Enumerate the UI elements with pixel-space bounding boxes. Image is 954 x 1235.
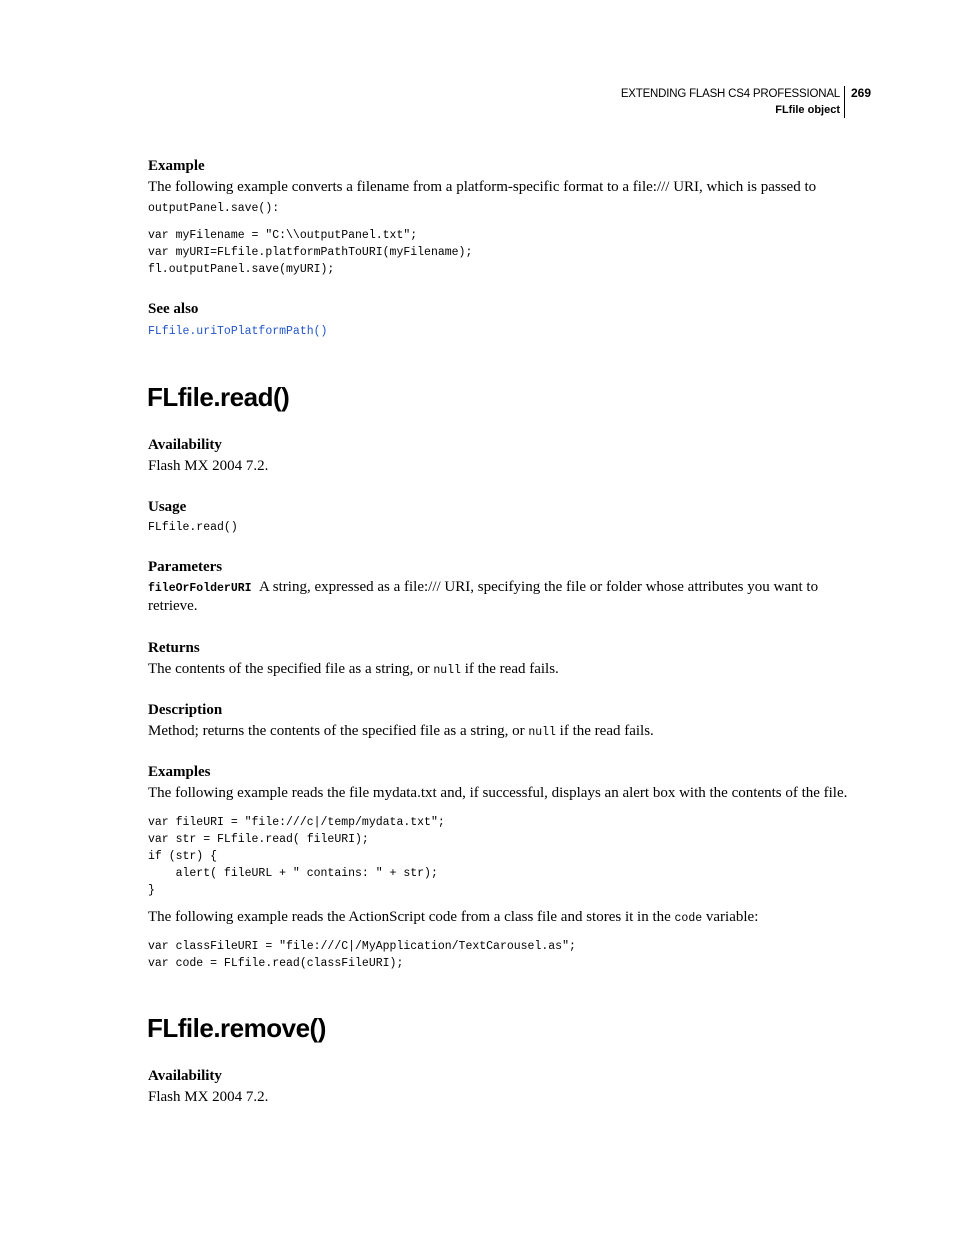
usage-heading: Usage — [148, 499, 187, 515]
description-text-post: if the read fails. — [559, 723, 654, 739]
code-line: } — [148, 884, 155, 897]
code-line: fl.outputPanel.save(myURI); — [148, 263, 335, 276]
example-text-code: outputPanel.save(): — [148, 202, 280, 215]
returns-null-code: null — [433, 664, 461, 677]
examples-text-2 — [148, 909, 758, 926]
code-line: var code = FLfile.read(classFileURI); — [148, 957, 404, 970]
section-title-read: FLfile.read() — [147, 382, 290, 412]
remove-availability-text: Flash MX 2004 7.2. — [148, 1089, 269, 1105]
parameter-description-cont: retrieve. — [148, 598, 198, 614]
header-divider — [844, 86, 845, 118]
page-number: 269 — [851, 86, 872, 100]
running-header-title: EXTENDING FLASH CS4 PROFESSIONAL — [620, 88, 840, 100]
parameter-name: fileOrFolderURI — [148, 582, 252, 595]
returns-text — [148, 661, 559, 678]
code-line: var myURI=FLfile.platformPathToURI(myFilename); — [148, 246, 473, 259]
code-line: var myFilename = "C:\\outputPanel.txt"; — [148, 229, 418, 242]
example-text: The following example converts a filename from a platform-specific format to a file:/// URI, which is passed to — [148, 179, 817, 195]
availability-heading: Availability — [148, 437, 222, 453]
code-line: var fileURI = "file:///c|/temp/mydata.txt"; — [148, 816, 445, 829]
description-null-code: null — [528, 726, 556, 739]
availability-text: Flash MX 2004 7.2. — [148, 458, 269, 474]
section-title-remove: FLfile.remove() — [147, 1013, 326, 1043]
returns-heading: Returns — [148, 640, 200, 656]
parameters-heading: Parameters — [148, 559, 223, 575]
example-heading: Example — [148, 158, 205, 174]
description-heading: Description — [148, 702, 223, 718]
parameter-description: A string, expressed as a file:/// URI, specifying the file or folder whose attributes you want to — [259, 579, 819, 595]
code-line: var classFileURI = "file:///C|/MyApplication/TextCarousel.as"; — [148, 940, 576, 953]
examples-text-2-post: variable: — [705, 909, 759, 925]
examples-text-2-pre: The following example reads the ActionScript code from a class file and stores it in the — [148, 909, 671, 925]
description-text-pre: Method; returns the contents of the specified file as a string, or — [148, 723, 525, 739]
usage-code: FLfile.read() — [148, 521, 238, 534]
see-also-heading: See also — [148, 301, 199, 317]
examples-heading: Examples — [148, 764, 211, 780]
parameter-row — [148, 579, 818, 596]
description-text — [148, 723, 654, 740]
remove-availability-heading: Availability — [148, 1068, 222, 1084]
code-variable-code: code — [674, 912, 703, 925]
returns-text-pre: The contents of the specified file as a string, or — [148, 661, 430, 677]
code-line: var str = FLfile.read( fileURI); — [148, 833, 369, 846]
see-also-link[interactable]: FLfile.uriToPlatformPath() — [148, 325, 328, 338]
running-header-section: FLfile object — [775, 104, 840, 116]
examples-text: The following example reads the file mydata.txt and, if successful, displays an alert box with the contents of the file. — [148, 785, 848, 801]
code-line: alert( fileURL + " contains: " + str); — [148, 867, 438, 880]
code-line: if (str) { — [148, 850, 218, 863]
returns-text-post: if the read fails. — [464, 661, 559, 677]
